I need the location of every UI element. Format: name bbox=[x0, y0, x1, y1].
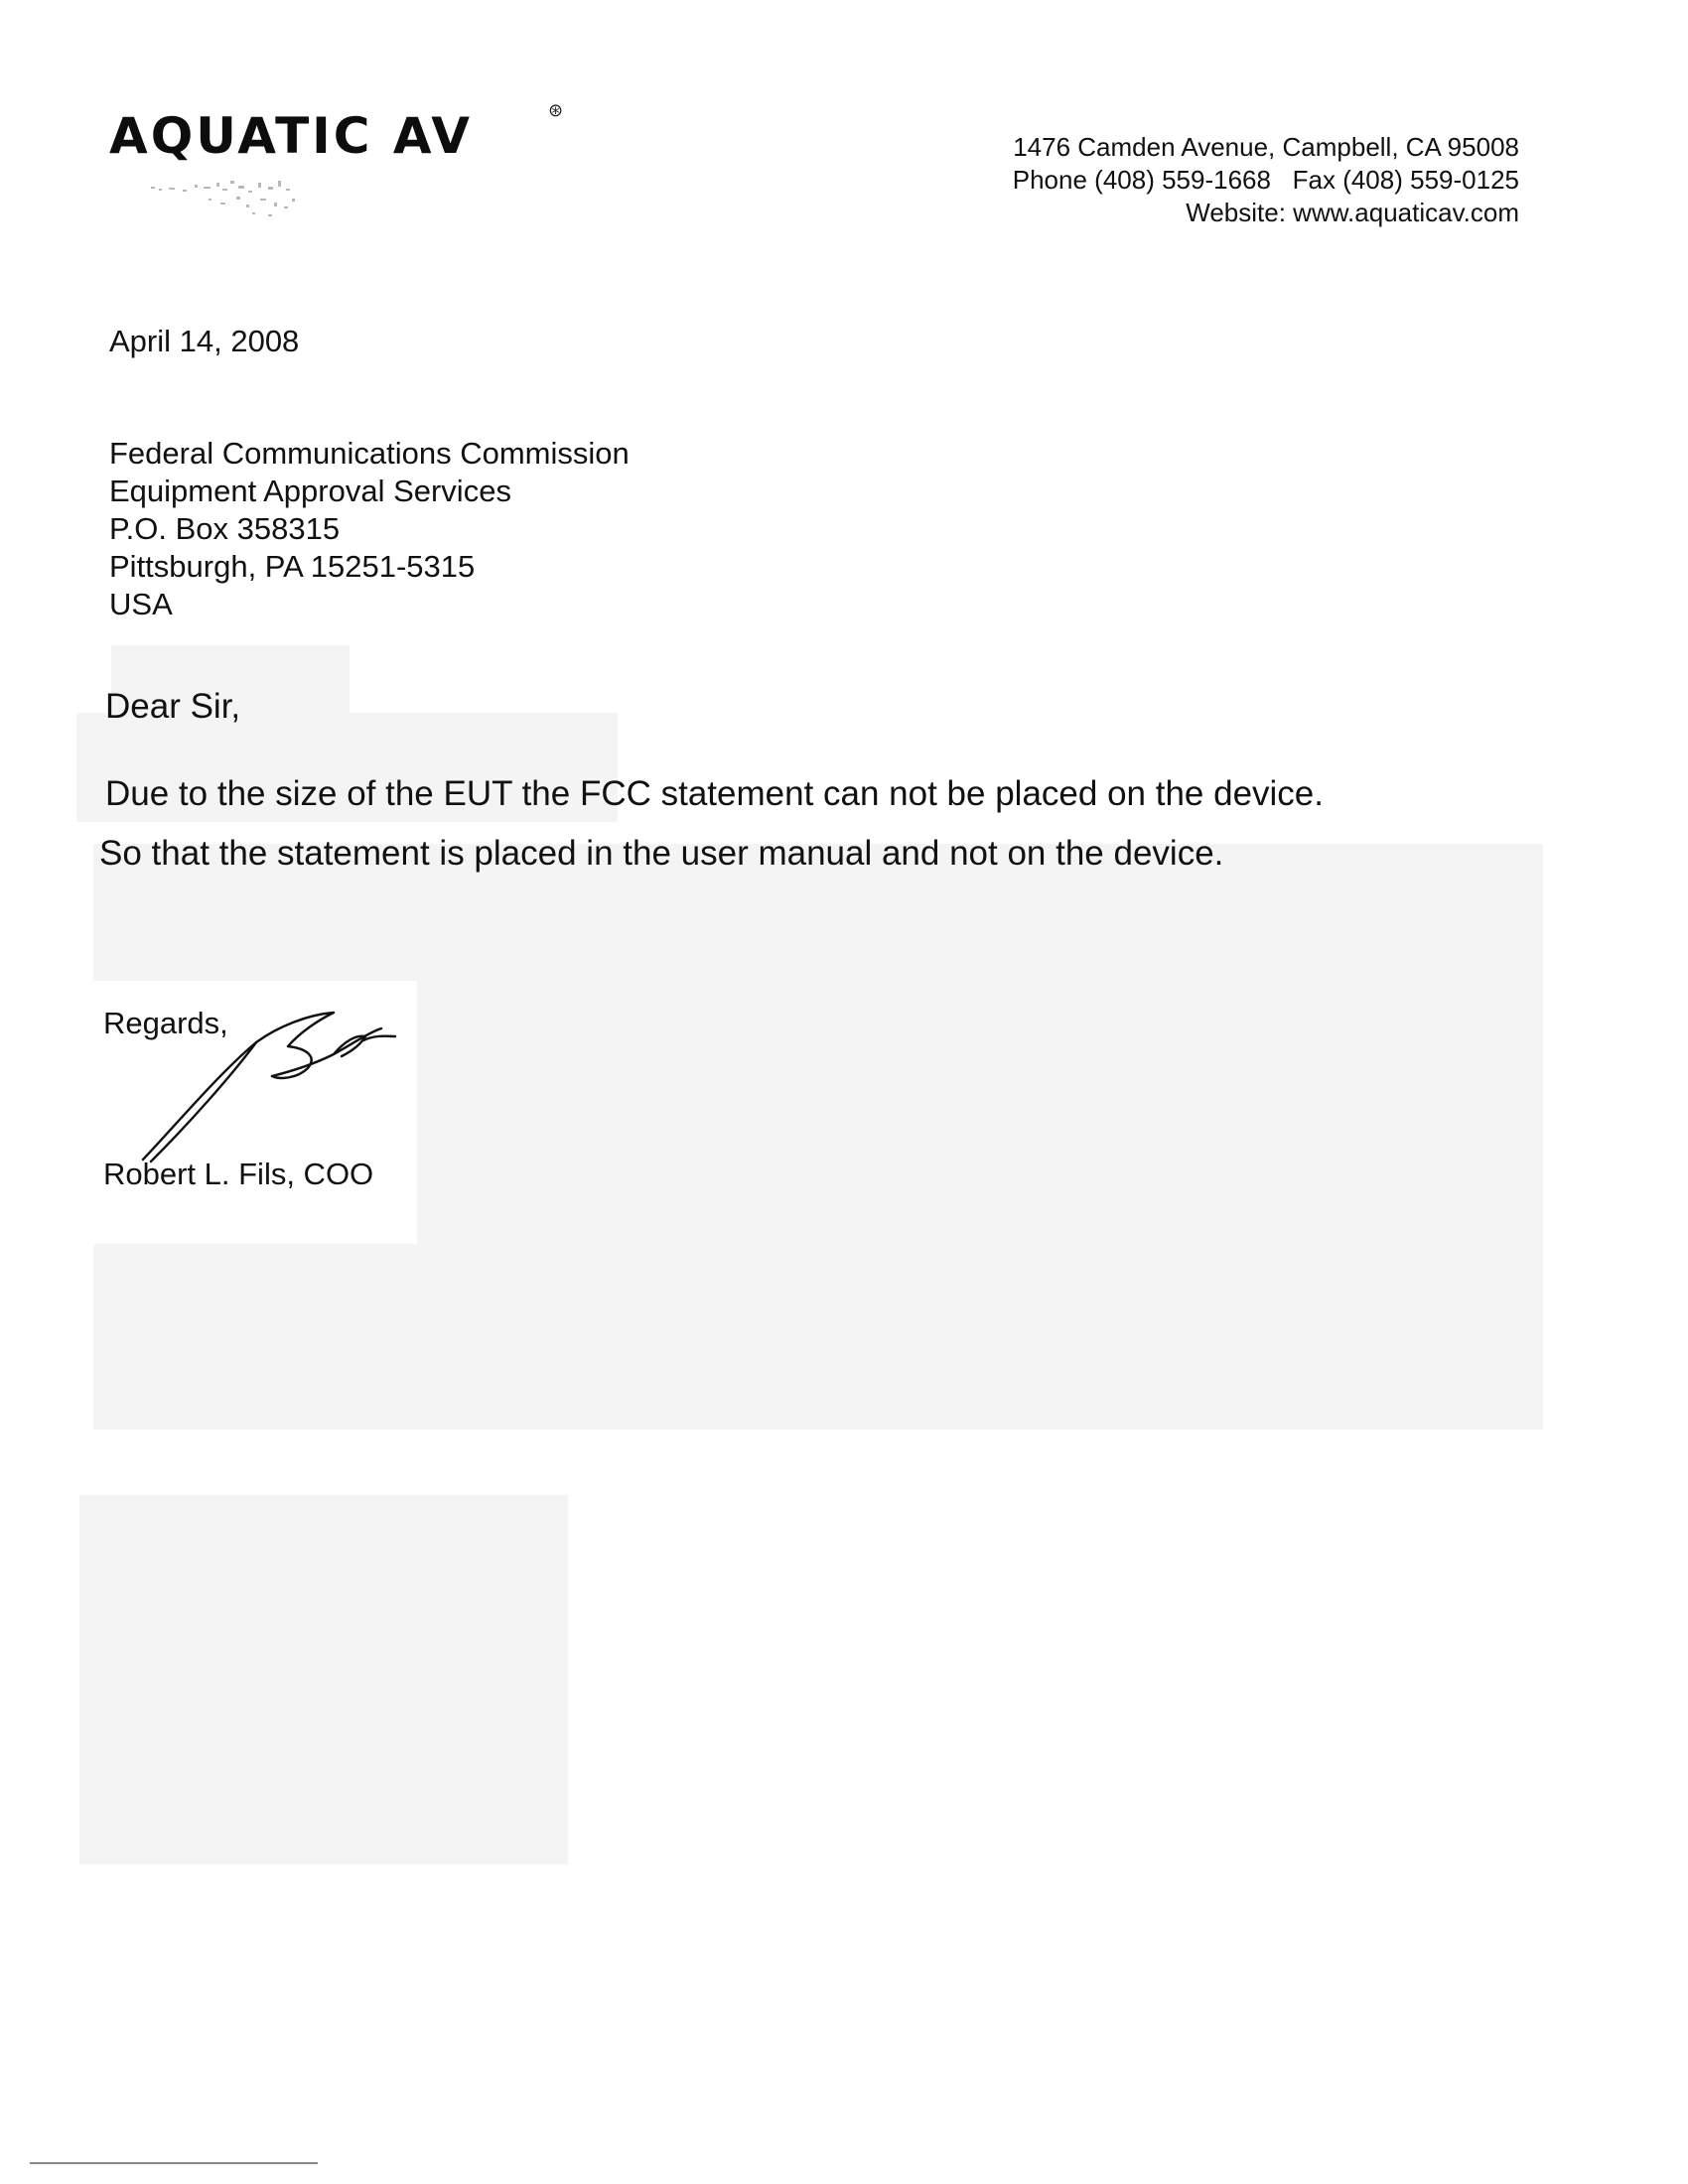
recipient-address bbox=[109, 435, 630, 623]
recipient-line: P.O. Box 358315 bbox=[109, 511, 341, 546]
company-logo: AQUATIC AV bbox=[109, 107, 473, 165]
recipient-line: USA bbox=[109, 587, 173, 621]
footer-rule bbox=[30, 2162, 318, 2164]
company-phone-fax: Phone (408) 559-1668 Fax (408) 559-0125 bbox=[1012, 165, 1519, 195]
paragraph-1: Due to the size of the EUT the FCC statement can not be placed on the device. bbox=[105, 774, 1324, 813]
company-website: Website: www.aquaticav.com bbox=[1186, 198, 1519, 227]
recipient-line: Federal Communications Commission bbox=[109, 436, 630, 471]
handwritten-signature bbox=[139, 1003, 407, 1171]
company-contact-block bbox=[1013, 131, 1519, 229]
letter-date: April 14, 2008 bbox=[109, 324, 300, 358]
grey-panel-lower bbox=[79, 1495, 568, 1864]
company-address: 1476 Camden Avenue, Campbell, CA 95008 bbox=[1013, 132, 1519, 162]
closing: Regards, bbox=[103, 1006, 228, 1040]
logo-emblem-icon: ⊛ bbox=[548, 100, 564, 120]
logo-tagline-scribble bbox=[149, 177, 318, 222]
signer-name: Robert L. Fils, COO bbox=[103, 1157, 374, 1191]
recipient-line: Pittsburgh, PA 15251-5315 bbox=[109, 549, 476, 584]
salutation: Dear Sir, bbox=[105, 687, 241, 726]
paragraph-2: So that the statement is placed in the user manual and not on the device. bbox=[99, 834, 1224, 873]
recipient-line: Equipment Approval Services bbox=[109, 474, 511, 508]
